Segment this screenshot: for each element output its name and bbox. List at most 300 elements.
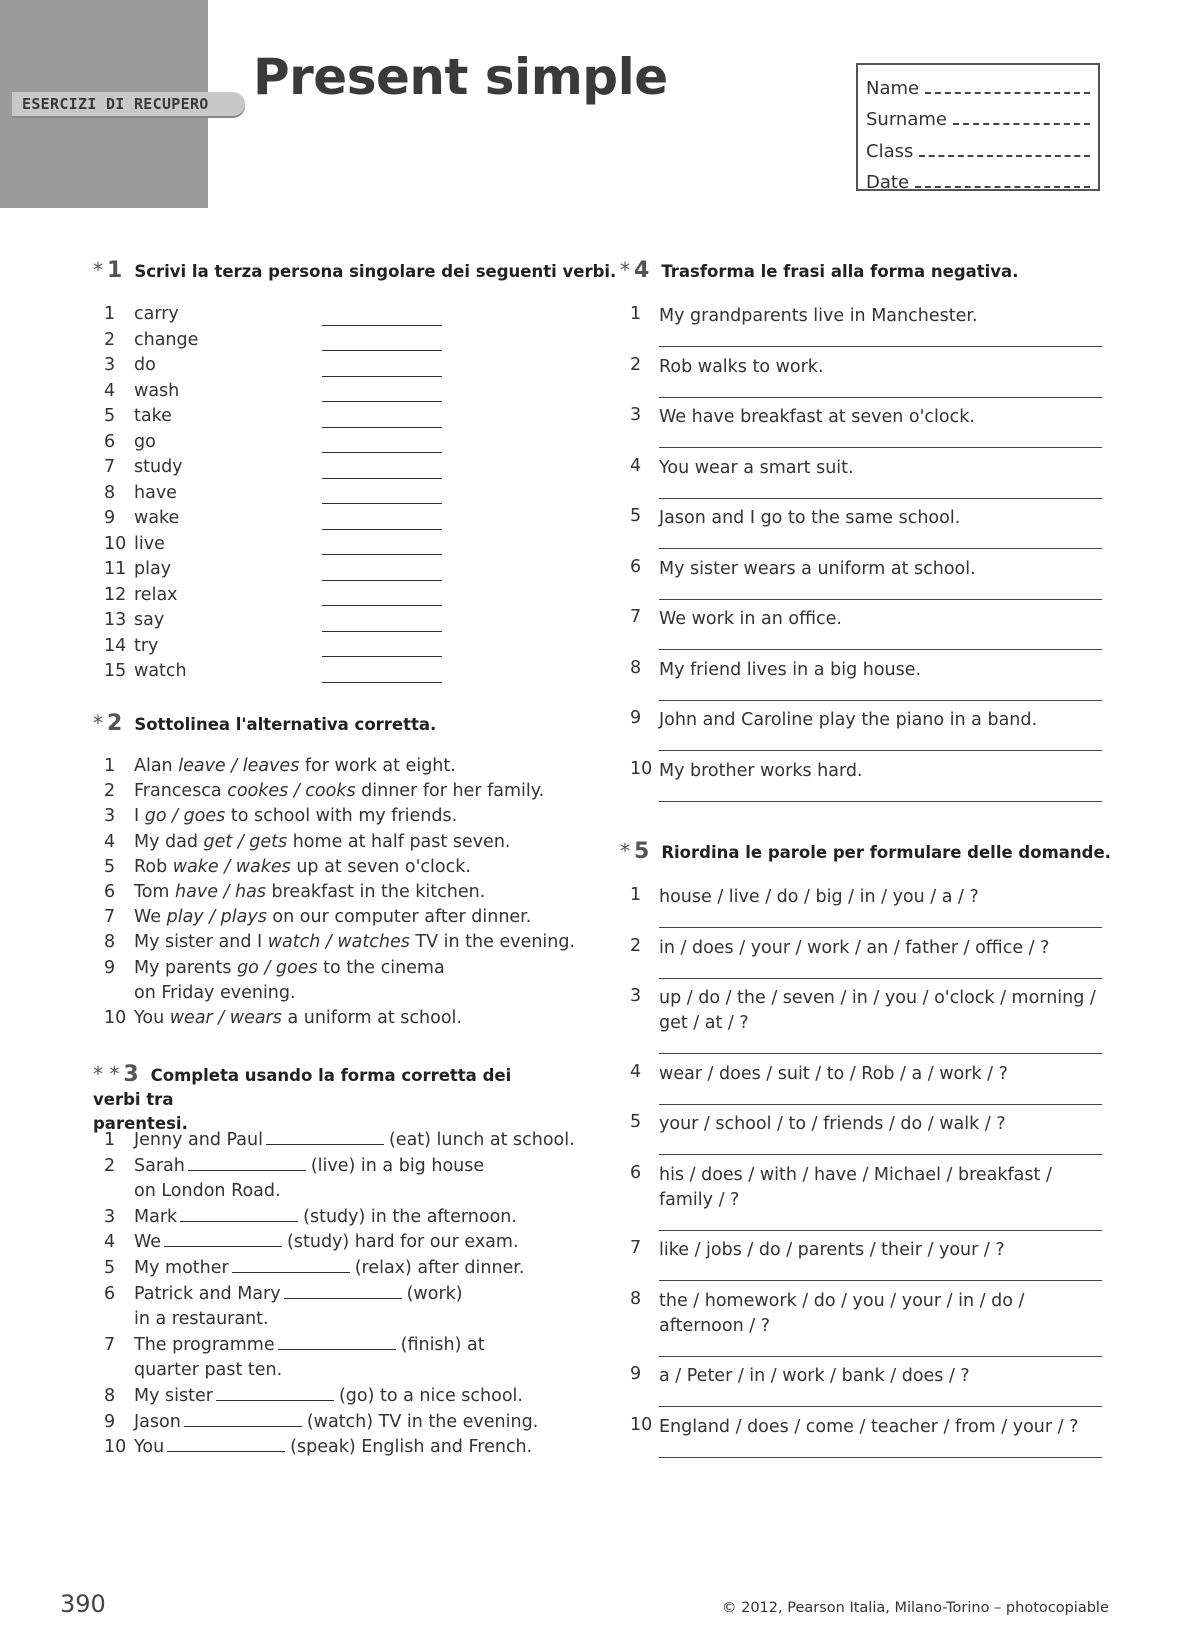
item-number: 5: [630, 1112, 642, 1132]
sentence-subject: Mark: [134, 1206, 178, 1227]
item-words: a / Peter / in / work / bank / does / ?: [659, 1366, 970, 1386]
difficulty-stars: *: [620, 839, 630, 863]
sentence-subject: Jenny and Paul: [134, 1130, 263, 1150]
id-field-row: [866, 130, 1090, 162]
sentence-continuation: on London Road.: [134, 1181, 281, 1202]
answer-line[interactable]: [659, 1036, 1102, 1054]
exercise-5-heading: [620, 839, 1111, 865]
item-sentence: Rob walks to work.: [659, 356, 824, 377]
page-number: 390: [60, 1590, 106, 1618]
answer-line[interactable]: [659, 1263, 1102, 1281]
exercise-4-heading: [620, 258, 1018, 284]
item-number: 7: [104, 907, 116, 928]
answer-blank[interactable]: [284, 1283, 402, 1299]
list-item: [630, 759, 1102, 810]
alternative-options[interactable]: go / goes: [237, 957, 318, 978]
item-number: 5: [630, 506, 642, 526]
item-sentence: My friend lives in a big house.: [659, 659, 922, 680]
list-item: [630, 405, 1102, 456]
item-number: 8: [630, 1288, 642, 1309]
item-number: 6: [630, 1162, 642, 1183]
answer-blank[interactable]: [322, 325, 442, 326]
item-words-continuation: family / ?: [659, 1189, 740, 1210]
exercise-number: 5: [634, 839, 650, 864]
item-number: 2: [104, 1155, 116, 1176]
answer-blank[interactable]: [322, 401, 442, 402]
sentence-start: You: [134, 1007, 170, 1028]
item-sentence: [134, 1384, 523, 1410]
item-number: 4: [104, 831, 116, 852]
list-item: [104, 532, 464, 558]
item-words: up / do / the / seven / in / you / o'clock / morning /: [659, 988, 1096, 1008]
list-item-continuation: [104, 1358, 584, 1384]
list-item: [104, 1154, 584, 1180]
item-number: 11: [104, 559, 127, 579]
sentence-rest: (live) in a big house: [310, 1155, 485, 1176]
sentence-start: Alan: [134, 756, 179, 776]
list-item-continuation: [104, 981, 584, 1006]
exercise-number: 4: [634, 258, 650, 283]
item-verb: take: [134, 406, 172, 426]
answer-blank[interactable]: [167, 1436, 285, 1452]
student-id-box: [856, 63, 1100, 191]
item-number: 3: [630, 405, 642, 425]
exercise-instruction-cont: parentesi.: [93, 1114, 188, 1133]
answer-line[interactable]: [659, 1213, 1102, 1231]
list-item: [630, 304, 1102, 355]
item-number: 3: [104, 1206, 116, 1227]
item-number: 8: [630, 657, 642, 678]
item-number: 8: [104, 932, 116, 953]
answer-blank[interactable]: [322, 427, 442, 428]
item-sentence: [134, 1410, 538, 1436]
item-words: his / does / with / have / Michael / breakfast /: [659, 1164, 1052, 1185]
item-number: 2: [104, 781, 116, 802]
item-verb: play: [134, 559, 172, 579]
exercise-instruction: Completa usando la forma corretta dei verbi tra: [93, 1066, 512, 1109]
exercise-5-list: [630, 885, 1102, 1465]
item-words: in / does / your / work / an / father / office / ?: [659, 937, 1050, 958]
item-sentence: [134, 855, 471, 880]
item-sentence: [134, 830, 510, 855]
alternative-options[interactable]: wear / wears: [169, 1007, 282, 1028]
sentence-subject: Sarah: [134, 1155, 185, 1176]
list-item: [104, 404, 464, 430]
alternative-options[interactable]: have / has: [175, 881, 266, 902]
list-item: [104, 1435, 584, 1461]
item-verb: live: [134, 533, 165, 554]
sentence-start: My parents: [134, 957, 238, 978]
item-number: 8: [104, 1385, 116, 1406]
item-words-continuation: get / at / ?: [659, 1013, 749, 1033]
item-number: 9: [630, 708, 642, 728]
item-sentence: [134, 1282, 463, 1308]
alternative-options[interactable]: wake / wakes: [172, 856, 291, 877]
sentence-subject: Jason: [134, 1411, 181, 1432]
item-number: 4: [630, 455, 642, 476]
item-sentence: [134, 880, 485, 905]
id-field-blank[interactable]: [925, 92, 1090, 94]
item-number: 2: [630, 354, 642, 375]
answer-line[interactable]: [659, 1087, 1102, 1105]
item-number: 10: [630, 1414, 653, 1435]
sentence-rest: (study) hard for our exam.: [287, 1232, 519, 1253]
item-verb: go: [134, 431, 156, 452]
sentence-end: home at half past seven.: [287, 831, 511, 852]
list-item: [104, 353, 464, 379]
list-item: [104, 1006, 584, 1031]
item-words: wear / does / suit / to / Rob / a / work / ?: [659, 1063, 1008, 1084]
item-number: 1: [104, 1130, 116, 1150]
page-title: Present simple: [253, 48, 668, 106]
item-number: 2: [104, 329, 116, 350]
list-item: [630, 986, 1102, 1062]
item-number: 3: [630, 986, 642, 1006]
difficulty-stars: *: [93, 711, 103, 735]
item-number: 6: [104, 881, 116, 902]
sentence-continuation: on Friday evening.: [134, 982, 296, 1003]
item-number: 1: [104, 304, 116, 324]
sentence-end: a uniform at school.: [281, 1007, 462, 1028]
list-item: [104, 506, 464, 532]
sentence-end: for work at eight.: [299, 756, 456, 776]
item-sentence: [134, 1154, 484, 1180]
list-item: [104, 1384, 584, 1410]
list-item: [104, 905, 584, 930]
alternative-options[interactable]: get / gets: [203, 831, 288, 852]
item-sentence: [134, 1333, 485, 1359]
list-item: [630, 557, 1102, 608]
sentence-rest: (relax) after dinner.: [354, 1257, 525, 1278]
answer-blank[interactable]: [322, 580, 442, 581]
answer-line[interactable]: [659, 582, 1102, 600]
answer-blank[interactable]: [266, 1129, 384, 1145]
item-sentence: [134, 930, 575, 955]
list-item: [104, 1410, 584, 1436]
list-item: [104, 754, 584, 779]
item-number: 8: [104, 482, 116, 503]
sentence-start: My dad: [134, 831, 204, 852]
answer-blank[interactable]: [188, 1155, 306, 1171]
exercise-1-list: [104, 302, 464, 685]
item-number: 10: [104, 533, 127, 554]
sentence-start: My sister and I: [134, 932, 268, 953]
list-item: [104, 608, 464, 634]
id-field-row: [866, 67, 1090, 99]
id-field-blank[interactable]: [953, 123, 1090, 125]
item-number: 1: [630, 885, 642, 905]
item-verb: try: [134, 635, 159, 656]
answer-line[interactable]: [659, 531, 1102, 549]
answer-line[interactable]: [659, 329, 1102, 347]
sentence-end: up at seven o'clock.: [290, 856, 471, 877]
list-item: [104, 956, 584, 981]
answer-line[interactable]: [659, 961, 1102, 979]
answer-blank[interactable]: [322, 478, 442, 479]
item-words: like / jobs / do / parents / their / your / ?: [659, 1240, 1005, 1260]
item-sentence: [134, 905, 531, 930]
sentence-end: dinner for her family.: [355, 781, 545, 802]
exercise-3-heading: [93, 1062, 563, 1136]
item-number: 7: [630, 1238, 642, 1258]
item-sentence: [134, 1128, 575, 1154]
item-sentence: My brother works hard.: [659, 760, 863, 781]
list-item: [630, 456, 1102, 507]
sentence-continuation: quarter past ten.: [134, 1360, 283, 1381]
item-words: house / live / do / big / in / you / a / ?: [659, 887, 979, 907]
list-item: [104, 583, 464, 609]
list-item: [630, 506, 1102, 557]
item-number: 5: [104, 406, 116, 426]
sentence-subject: My mother: [134, 1257, 229, 1278]
list-item: [104, 302, 464, 328]
list-item: [630, 1112, 1102, 1163]
item-number: 10: [104, 1007, 127, 1028]
list-item: [104, 880, 584, 905]
item-verb: wash: [134, 380, 180, 401]
list-item: [104, 430, 464, 456]
exercise-4-list: [630, 304, 1102, 809]
answer-line[interactable]: [659, 910, 1102, 928]
sentence-start: We: [134, 907, 167, 928]
sentence-rest: (go) to a nice school.: [338, 1385, 523, 1406]
item-sentence: We work in an office.: [659, 609, 842, 629]
section-tab: [12, 92, 245, 116]
list-item: [104, 804, 584, 829]
answer-blank[interactable]: [322, 631, 442, 632]
item-number: 14: [104, 635, 127, 656]
list-item: [104, 481, 464, 507]
item-sentence: [134, 779, 544, 804]
item-number: 12: [104, 584, 127, 605]
id-field-blank[interactable]: [915, 186, 1090, 188]
item-verb: wake: [134, 508, 180, 528]
item-sentence: My sister wears a uniform at school.: [659, 558, 976, 579]
answer-blank[interactable]: [322, 682, 442, 683]
answer-line[interactable]: [659, 683, 1102, 701]
sentence-rest: (finish) at: [400, 1334, 485, 1355]
answer-line[interactable]: [659, 430, 1102, 448]
exercise-2-list: [104, 754, 584, 1031]
item-number: 4: [630, 1061, 642, 1082]
item-verb: say: [134, 610, 165, 630]
sentence-end: TV in the evening.: [409, 932, 576, 953]
list-item: [104, 379, 464, 405]
list-item: [104, 1128, 584, 1154]
exercise-instruction: Riordina le parole per formulare delle domande.: [661, 843, 1111, 862]
item-sentence: Jason and I go to the same school.: [659, 508, 961, 528]
item-sentence: [134, 1006, 462, 1031]
list-item: [630, 936, 1102, 987]
list-item: [630, 1163, 1102, 1239]
item-sentence: [134, 1230, 519, 1256]
exercise-1-heading: [93, 258, 616, 284]
item-sentence: My grandparents live in Manchester.: [659, 306, 978, 326]
answer-line[interactable]: [659, 481, 1102, 499]
sentence-end: to the cinema: [317, 957, 445, 978]
sentence-subject: My sister: [134, 1385, 213, 1406]
item-number: 3: [104, 355, 116, 375]
id-field-row: [866, 99, 1090, 131]
sentence-rest: (eat) lunch at school.: [388, 1130, 575, 1150]
list-item-continuation: [104, 1179, 584, 1205]
item-number: 9: [104, 957, 116, 978]
list-item: [630, 1062, 1102, 1113]
sentence-end: on our computer after dinner.: [266, 907, 532, 928]
list-item: [630, 885, 1102, 936]
item-number: 6: [104, 1283, 116, 1304]
sentence-end: to school with my friends.: [225, 806, 458, 827]
alternative-options[interactable]: go / goes: [144, 806, 226, 827]
answer-blank[interactable]: [164, 1231, 282, 1247]
sentence-start: I: [134, 806, 145, 827]
item-number: 10: [630, 758, 653, 779]
answer-blank[interactable]: [322, 503, 442, 504]
exercise-instruction: Trasforma le frasi alla forma negativa.: [661, 262, 1019, 281]
answer-line[interactable]: [659, 784, 1102, 802]
alternative-options[interactable]: play / plays: [166, 907, 267, 928]
item-verb: have: [134, 482, 177, 503]
item-sentence: [134, 1256, 524, 1282]
list-item: [104, 830, 584, 855]
answer-blank[interactable]: [322, 452, 442, 453]
sentence-subject: Patrick and Mary: [134, 1283, 281, 1304]
item-verb: study: [134, 457, 183, 477]
item-words: the / homework / do / you / your / in / do /: [659, 1290, 1025, 1311]
item-words-continuation: afternoon / ?: [659, 1315, 770, 1336]
item-number: 1: [630, 304, 642, 324]
item-number: 9: [104, 508, 116, 528]
exercise-number: 1: [107, 258, 123, 283]
answer-line[interactable]: [659, 1389, 1102, 1407]
list-item: [104, 1230, 584, 1256]
answer-blank[interactable]: [322, 529, 442, 530]
list-item: [104, 634, 464, 660]
answer-line[interactable]: [659, 1440, 1102, 1458]
list-item: [630, 708, 1102, 759]
item-number: 5: [104, 856, 116, 877]
answer-blank[interactable]: [216, 1385, 334, 1401]
item-number: 1: [104, 756, 116, 776]
list-item: [104, 1205, 584, 1231]
item-number: 7: [630, 607, 642, 627]
answer-blank[interactable]: [322, 656, 442, 657]
id-field-label: Class: [866, 140, 914, 162]
alternative-options[interactable]: cookes / cooks: [227, 781, 356, 802]
sentence-subject: You: [134, 1437, 165, 1458]
item-verb: change: [134, 329, 199, 350]
sentence-rest: (work): [406, 1283, 463, 1304]
answer-blank[interactable]: [278, 1334, 396, 1350]
sentence-start: Francesca: [134, 781, 228, 802]
item-words: England / does / come / teacher / from / your / ?: [659, 1416, 1079, 1437]
list-item: [104, 1333, 584, 1359]
answer-blank[interactable]: [184, 1411, 302, 1427]
answer-blank[interactable]: [322, 376, 442, 377]
difficulty-stars: *: [93, 258, 103, 282]
item-number: 9: [104, 1411, 116, 1432]
sentence-subject: We: [134, 1232, 162, 1253]
list-item: [104, 1256, 584, 1282]
answer-line[interactable]: [659, 733, 1102, 751]
item-sentence: [134, 1435, 532, 1461]
item-verb: carry: [134, 304, 179, 324]
list-item: [104, 455, 464, 481]
list-item: [630, 658, 1102, 709]
answer-blank[interactable]: [322, 350, 442, 351]
list-item: [630, 1238, 1102, 1289]
sentence-rest: (watch) TV in the evening.: [306, 1411, 539, 1432]
list-item-continuation: [104, 1307, 584, 1333]
item-number: 7: [104, 1334, 116, 1355]
item-number: 7: [104, 457, 116, 477]
list-item: [104, 1282, 584, 1308]
difficulty-stars: * *: [93, 1062, 120, 1086]
answer-line[interactable]: [659, 380, 1102, 398]
item-number: 4: [104, 380, 116, 401]
item-words: your / school / to / friends / do / walk / ?: [659, 1114, 1006, 1134]
id-field-blank[interactable]: [919, 155, 1090, 157]
id-field-label: Surname: [866, 109, 947, 130]
list-item: [104, 659, 464, 685]
list-item: [630, 1289, 1102, 1365]
sentence-start: Tom: [134, 881, 176, 902]
answer-blank[interactable]: [322, 554, 442, 555]
section-label: ESERCIZI DI RECUPERO: [22, 95, 209, 113]
item-verb: relax: [134, 584, 178, 605]
item-number: 2: [630, 935, 642, 956]
sentence-subject: The programme: [134, 1334, 275, 1355]
item-sentence: You wear a smart suit.: [659, 457, 854, 478]
list-item: [104, 557, 464, 583]
answer-blank[interactable]: [232, 1257, 350, 1273]
list-item: [104, 855, 584, 880]
exercise-3-list: [104, 1128, 584, 1461]
item-number: 5: [104, 1257, 116, 1278]
item-sentence: John and Caroline play the piano in a band.: [659, 710, 1038, 730]
item-sentence: [134, 754, 456, 779]
exercise-instruction: Scrivi la terza persona singolare dei seguenti verbi.: [134, 262, 617, 281]
alternative-options[interactable]: watch / watches: [267, 932, 410, 953]
item-number: 6: [104, 431, 116, 452]
difficulty-stars: *: [620, 258, 630, 282]
sentence-rest: (speak) English and French.: [290, 1437, 533, 1458]
alternative-options[interactable]: leave / leaves: [178, 756, 300, 776]
answer-line[interactable]: [659, 632, 1102, 650]
item-number: 13: [104, 610, 127, 630]
answer-line[interactable]: [659, 1339, 1102, 1357]
exercise-instruction: Sottolinea l'alternativa corretta.: [134, 715, 437, 734]
item-number: 6: [630, 556, 642, 577]
item-sentence: We have breakfast at seven o'clock.: [659, 407, 975, 427]
list-item: [104, 328, 464, 354]
answer-line[interactable]: [659, 1137, 1102, 1155]
list-item: [630, 1364, 1102, 1415]
answer-blank[interactable]: [180, 1206, 298, 1222]
exercise-number: 2: [107, 711, 123, 736]
sentence-start: Rob: [134, 856, 173, 877]
sentence-end: breakfast in the kitchen.: [265, 881, 486, 902]
item-number: 9: [630, 1364, 642, 1384]
list-item: [630, 355, 1102, 406]
item-sentence: [134, 956, 445, 981]
item-verb: watch: [134, 661, 187, 681]
item-sentence: [134, 1205, 517, 1231]
answer-blank[interactable]: [322, 605, 442, 606]
list-item: [630, 1415, 1102, 1466]
item-number: 4: [104, 1232, 116, 1253]
exercise-number: 3: [123, 1062, 139, 1087]
